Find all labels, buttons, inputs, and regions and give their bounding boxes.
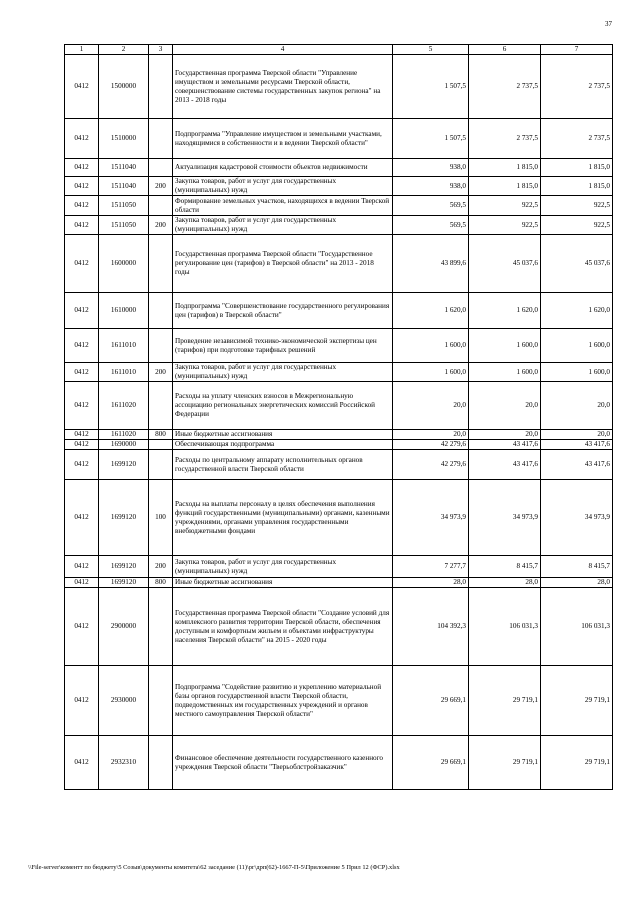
target-article-cell: 1611010 <box>99 329 149 363</box>
expense-type-cell <box>149 666 173 736</box>
section-code-cell: 0412 <box>65 196 99 216</box>
expense-type-cell: 800 <box>149 578 173 588</box>
target-article-cell: 1510000 <box>99 119 149 159</box>
section-code-cell: 0412 <box>65 480 99 556</box>
table-body <box>65 55 613 790</box>
amount-col6-cell: 922,5 <box>469 216 541 235</box>
expense-type-cell: 100 <box>149 480 173 556</box>
item-name-cell: Финансовое обеспечение деятельности государственного казенного учреждения Тверской области "Тверьоблстройзаказчик" <box>173 736 393 790</box>
section-code-cell: 0412 <box>65 450 99 480</box>
section-code-cell: 0412 <box>65 430 99 440</box>
amount-col7-cell: 20,0 <box>541 382 613 430</box>
expense-type-cell: 800 <box>149 430 173 440</box>
expense-type-cell <box>149 55 173 119</box>
amount-col7-cell: 2 737,5 <box>541 119 613 159</box>
expense-type-cell <box>149 293 173 329</box>
amount-col5-cell: 1 507,5 <box>393 119 469 159</box>
expense-type-cell: 200 <box>149 177 173 196</box>
section-code-cell: 0412 <box>65 578 99 588</box>
amount-col5-cell: 20,0 <box>393 430 469 440</box>
amount-col6-cell: 29 719,1 <box>469 736 541 790</box>
amount-col5-cell: 42 279,6 <box>393 450 469 480</box>
expense-type-cell: 200 <box>149 556 173 578</box>
amount-col5-cell: 43 899,6 <box>393 235 469 293</box>
section-code-cell: 0412 <box>65 293 99 329</box>
table-row <box>65 736 613 790</box>
table-row <box>65 450 613 480</box>
expense-type-cell: 200 <box>149 216 173 235</box>
section-code-cell: 0412 <box>65 55 99 119</box>
amount-col5-cell: 569,5 <box>393 196 469 216</box>
amount-col7-cell: 45 037,6 <box>541 235 613 293</box>
target-article-cell: 1610000 <box>99 293 149 329</box>
item-name-cell: Государственная программа Тверской области "Государственное регулирование цен (тарифов) в Тверской области" на 2013 - 2018 годы <box>173 235 393 293</box>
amount-col7-cell: 20,0 <box>541 430 613 440</box>
header-row <box>65 45 613 55</box>
item-name-cell: Формирование земельных участков, находящихся в ведении Тверской области <box>173 196 393 216</box>
amount-col6-cell: 43 417,6 <box>469 440 541 450</box>
amount-col5-cell: 34 973,9 <box>393 480 469 556</box>
target-article-cell: 2900000 <box>99 588 149 666</box>
amount-col7-cell: 1 620,0 <box>541 293 613 329</box>
amount-col5-cell: 7 277,7 <box>393 556 469 578</box>
amount-col5-cell: 1 600,0 <box>393 329 469 363</box>
item-name-cell: Расходы на выплаты персоналу в целях обеспечения выполнения функций государственными (муниципальными) органами, казенными учреждениями, органами управления государственными внебюджетными фондами <box>173 480 393 556</box>
section-code-cell: 0412 <box>65 666 99 736</box>
item-name-cell: Закупка товаров, работ и услуг для государственных (муниципальных) нужд <box>173 556 393 578</box>
page-number: 37 <box>605 20 612 28</box>
expense-type-cell <box>149 159 173 177</box>
expense-type-cell <box>149 450 173 480</box>
amount-col7-cell: 1 600,0 <box>541 329 613 363</box>
amount-col7-cell: 34 973,9 <box>541 480 613 556</box>
table-row <box>65 363 613 382</box>
target-article-cell: 2930000 <box>99 666 149 736</box>
table-row <box>65 159 613 177</box>
item-name-cell: Государственная программа Тверской области "Управление имуществом и земельными ресурсами Тверской области, совершенствование системы государственных закупок региона" на 2013 - 2018 годы <box>173 55 393 119</box>
table-row <box>65 588 613 666</box>
amount-col5-cell: 1 600,0 <box>393 363 469 382</box>
column-header-2: 2 <box>99 45 149 55</box>
amount-col7-cell: 106 031,3 <box>541 588 613 666</box>
column-header-3: 3 <box>149 45 173 55</box>
table-row <box>65 440 613 450</box>
amount-col6-cell: 2 737,5 <box>469 55 541 119</box>
item-name-cell: Иные бюджетные ассигнования <box>173 578 393 588</box>
item-name-cell: Закупка товаров, работ и услуг для государственных (муниципальных) нужд <box>173 216 393 235</box>
amount-col7-cell: 8 415,7 <box>541 556 613 578</box>
target-article-cell: 1699120 <box>99 480 149 556</box>
amount-col7-cell: 922,5 <box>541 216 613 235</box>
target-article-cell: 1511040 <box>99 177 149 196</box>
amount-col7-cell: 1 815,0 <box>541 159 613 177</box>
column-header-5: 5 <box>393 45 469 55</box>
amount-col6-cell: 28,0 <box>469 578 541 588</box>
table-row <box>65 666 613 736</box>
amount-col6-cell: 29 719,1 <box>469 666 541 736</box>
expense-type-cell <box>149 588 173 666</box>
amount-col6-cell: 8 415,7 <box>469 556 541 578</box>
target-article-cell: 1699120 <box>99 556 149 578</box>
amount-col6-cell: 106 031,3 <box>469 588 541 666</box>
target-article-cell: 1690000 <box>99 440 149 450</box>
table-row <box>65 480 613 556</box>
amount-col5-cell: 104 392,3 <box>393 588 469 666</box>
column-header-7: 7 <box>541 45 613 55</box>
section-code-cell: 0412 <box>65 363 99 382</box>
amount-col7-cell: 29 719,1 <box>541 736 613 790</box>
amount-col5-cell: 1 507,5 <box>393 55 469 119</box>
target-article-cell: 1611010 <box>99 363 149 382</box>
amount-col7-cell: 922,5 <box>541 196 613 216</box>
amount-col5-cell: 938,0 <box>393 159 469 177</box>
target-article-cell: 1611020 <box>99 382 149 430</box>
section-code-cell: 0412 <box>65 736 99 790</box>
target-article-cell: 1699120 <box>99 578 149 588</box>
amount-col6-cell: 2 737,5 <box>469 119 541 159</box>
amount-col6-cell: 43 417,6 <box>469 450 541 480</box>
amount-col5-cell: 29 669,1 <box>393 736 469 790</box>
amount-col7-cell: 1 815,0 <box>541 177 613 196</box>
amount-col5-cell: 938,0 <box>393 177 469 196</box>
item-name-cell: Подпрограмма "Содействие развитию и укреплению материальной базы органов государственной власти Тверской области, подведомственных им государственных учреждений и органов местного самоуправления Тверской области" <box>173 666 393 736</box>
expense-type-cell <box>149 382 173 430</box>
amount-col5-cell: 569,5 <box>393 216 469 235</box>
section-code-cell: 0412 <box>65 177 99 196</box>
section-code-cell: 0412 <box>65 159 99 177</box>
item-name-cell: Расходы по центральному аппарату исполнительных органов государственной власти Тверской области <box>173 450 393 480</box>
section-code-cell: 0412 <box>65 329 99 363</box>
item-name-cell: Закупка товаров, работ и услуг для государственных (муниципальных) нужд <box>173 177 393 196</box>
section-code-cell: 0412 <box>65 588 99 666</box>
amount-col6-cell: 20,0 <box>469 430 541 440</box>
table-row <box>65 293 613 329</box>
column-header-6: 6 <box>469 45 541 55</box>
expense-type-cell <box>149 235 173 293</box>
amount-col6-cell: 1 600,0 <box>469 329 541 363</box>
column-header-1: 1 <box>65 45 99 55</box>
amount-col7-cell: 1 600,0 <box>541 363 613 382</box>
amount-col6-cell: 1 815,0 <box>469 159 541 177</box>
target-article-cell: 1511050 <box>99 216 149 235</box>
table-row <box>65 177 613 196</box>
section-code-cell: 0412 <box>65 556 99 578</box>
amount-col7-cell: 43 417,6 <box>541 440 613 450</box>
table-row <box>65 329 613 363</box>
section-code-cell: 0412 <box>65 119 99 159</box>
expense-type-cell <box>149 119 173 159</box>
amount-col6-cell: 45 037,6 <box>469 235 541 293</box>
amount-col7-cell: 2 737,5 <box>541 55 613 119</box>
expense-type-cell <box>149 440 173 450</box>
table-row <box>65 55 613 119</box>
amount-col6-cell: 1 815,0 <box>469 177 541 196</box>
item-name-cell: Подпрограмма "Управление имуществом и земельными участками, находящимися в собственности и в ведении Тверской области" <box>173 119 393 159</box>
table-row <box>65 430 613 440</box>
target-article-cell: 2932310 <box>99 736 149 790</box>
target-article-cell: 1500000 <box>99 55 149 119</box>
amount-col5-cell: 29 669,1 <box>393 666 469 736</box>
column-header-4: 4 <box>173 45 393 55</box>
item-name-cell: Обеспечивающая подпрограмма <box>173 440 393 450</box>
expense-type-cell <box>149 196 173 216</box>
item-name-cell: Актуализация кадастровой стоимости объектов недвижимости <box>173 159 393 177</box>
amount-col5-cell: 28,0 <box>393 578 469 588</box>
amount-col7-cell: 43 417,6 <box>541 450 613 480</box>
amount-col5-cell: 1 620,0 <box>393 293 469 329</box>
target-article-cell: 1699120 <box>99 450 149 480</box>
expense-type-cell <box>149 736 173 790</box>
target-article-cell: 1511040 <box>99 159 149 177</box>
table-row <box>65 216 613 235</box>
table-row <box>65 556 613 578</box>
target-article-cell: 1611020 <box>99 430 149 440</box>
amount-col6-cell: 34 973,9 <box>469 480 541 556</box>
budget-table <box>64 44 613 790</box>
amount-col6-cell: 1 620,0 <box>469 293 541 329</box>
table-row <box>65 235 613 293</box>
amount-col5-cell: 20,0 <box>393 382 469 430</box>
amount-col5-cell: 42 279,6 <box>393 440 469 450</box>
item-name-cell: Проведение независимой технико-экономической экспертизы цен (тарифов) при подготовке тарифных решений <box>173 329 393 363</box>
amount-col7-cell: 29 719,1 <box>541 666 613 736</box>
amount-col6-cell: 1 600,0 <box>469 363 541 382</box>
amount-col6-cell: 922,5 <box>469 196 541 216</box>
table-row <box>65 196 613 216</box>
item-name-cell: Иные бюджетные ассигнования <box>173 430 393 440</box>
item-name-cell: Расходы на уплату членских взносов в Межрегиональную ассоциацию региональных энергетических комиссий Российской Федерации <box>173 382 393 430</box>
item-name-cell: Подпрограмма "Совершенствование государственного регулирования цен (тарифов) в Тверской области" <box>173 293 393 329</box>
section-code-cell: 0412 <box>65 216 99 235</box>
section-code-cell: 0412 <box>65 382 99 430</box>
file-path-footer: \\File-server\коментт по бюджету\5 Созыв\документы комитета\62 заседание (11)\рг\дрп(62)-1667-П-5\Приложение 5 Прил 12 (ФСР).xlsx <box>28 864 400 871</box>
target-article-cell: 1600000 <box>99 235 149 293</box>
amount-col6-cell: 20,0 <box>469 382 541 430</box>
table-header <box>65 45 613 55</box>
expense-type-cell: 200 <box>149 363 173 382</box>
table-row <box>65 382 613 430</box>
table-row <box>65 119 613 159</box>
amount-col7-cell: 28,0 <box>541 578 613 588</box>
item-name-cell: Государственная программа Тверской области "Создание условий для комплексного развития территории Тверской области, обеспечения доступным и комфортным жильем и объектами инфраструктуры населения Тверской области" на 2015 - 2020 годы <box>173 588 393 666</box>
section-code-cell: 0412 <box>65 440 99 450</box>
expense-type-cell <box>149 329 173 363</box>
section-code-cell: 0412 <box>65 235 99 293</box>
table-row <box>65 578 613 588</box>
item-name-cell: Закупка товаров, работ и услуг для государственных (муниципальных) нужд <box>173 363 393 382</box>
target-article-cell: 1511050 <box>99 196 149 216</box>
